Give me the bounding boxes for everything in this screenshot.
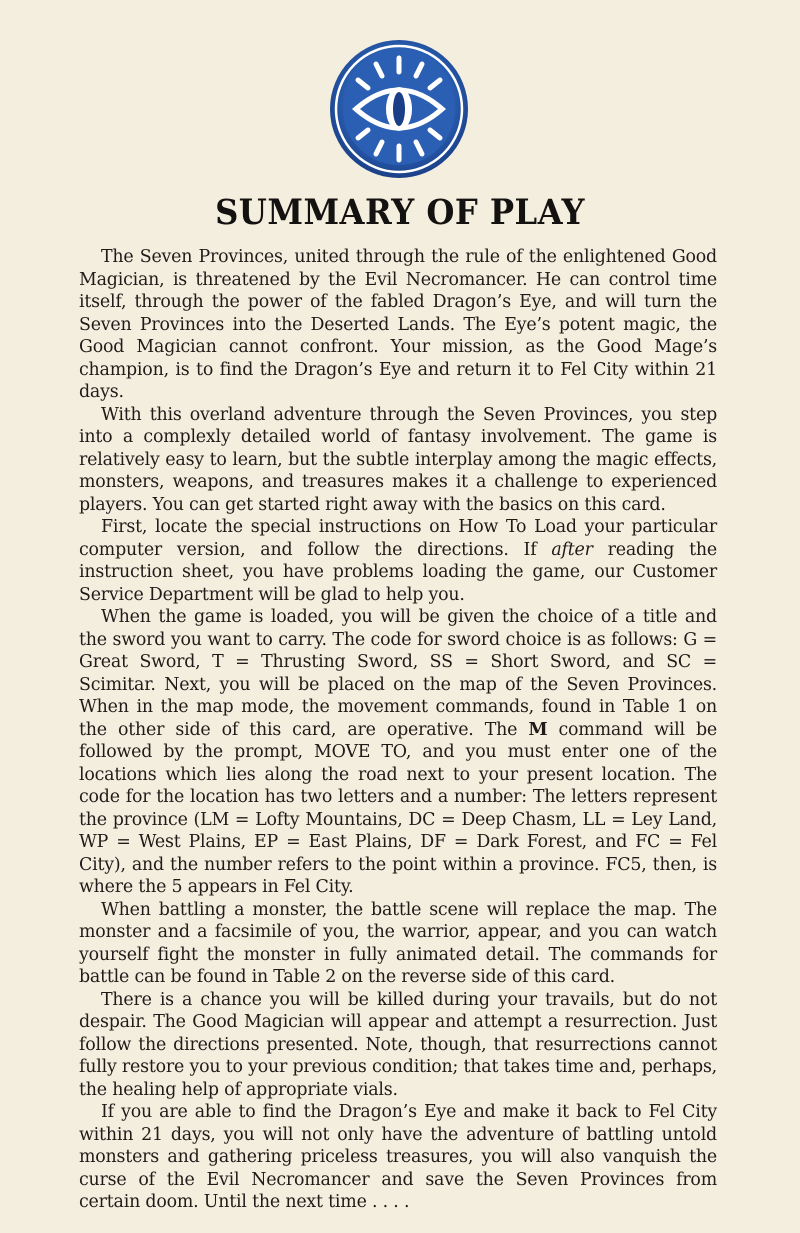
paragraph-map — [79, 606, 717, 899]
paragraph-ending: If you are able to find the Dragon’s Eye and make it back to Fel City within 21 days, you will not only have the adventure of battling untold monsters and gathering priceless treasures, you will also vanquish the curse of the Evil Necromancer and save the Seven Provinces from certain doom. Until the next time . . . . — [79, 1102, 717, 1212]
paragraph-intro: The Seven Provinces, united through the rule of the enlightened Good Magician, is threatened by the Evil Necromancer. He can control time itself, through the power of the fabled Dragon’s Eye, and will turn the Seven Provinces into the Deserted Lands. The Eye’s potent magic, the Good Magician cannot confront. Your mission, as the Good Mage’s champion, is to find the Dragon’s Eye and return it to Fel City within 21 days. — [79, 247, 717, 402]
text-segment: reading the instruction sheet, you have problems loading the game, our Customer Service Department will be glad to help you. — [79, 539, 717, 605]
paragraph-loading — [79, 516, 717, 606]
paragraph-battle: When battling a monster, the battle scene will replace the map. The monster and a facsimile of you, the warrior, appear, and you can watch yourself fight the monster in fully animated detail. The commands for battle can be found in Table 2 on the reverse side of this card. — [79, 899, 717, 987]
dragons-eye-logo — [328, 38, 470, 180]
summary-text — [79, 246, 717, 1214]
text-segment: First, locate the special instructions on How To Load your particular computer version, and follow the directions. If — [79, 517, 717, 560]
dragon-eye-icon — [328, 38, 470, 180]
text-segment: When the game is loaded, you will be given the choice of a title and the sword you want to carry. The code for sword choice is as follows: G = Great Sword, T = Thrusting Sword, SS = Short Sword, and SC = Scimitar. Next, you will be placed on the map of the Seven Provinces. When in the map mode, the movement commands, found in Table 1 on the other side of this card, are operative. The — [79, 607, 717, 740]
command-key: M — [528, 719, 548, 740]
text-segment: command will be followed by the prompt, MOVE TO, and you must enter one of the locations which lies along the road next to your present location. The code for the location has two letters and a number: The letters represent the province (LM = Lofty Mountains, DC = Deep Chasm, LL = Ley Land, WP = West Plains, EP = East Plains, DF = Dark Forest, and FC = Fel City), and the number refers to the point within a province. FC5, then, is where the 5 appears in Fel City. — [79, 719, 717, 897]
emphasis-text: after — [551, 539, 593, 560]
paragraph-death: There is a chance you will be killed during your travails, but do not despair. The Good Magician will appear and attempt a resurrection. Just follow the directions presented. Note, though, that resurrections cannot fully restore you to your previous condition; that takes time and, perhaps, the healing help of appropriate vials. — [79, 989, 717, 1100]
paragraph-overview: With this overland adventure through the Seven Provinces, you step into a complexly detailed world of fantasy involvement. The game is relatively easy to learn, but the subtle interplay among the magic effects, monsters, weapons, and treasures makes it a challenge to experienced players. You can get started right away with the basics on this card. — [79, 404, 717, 515]
page-title: SUMMARY OF PLAY — [215, 192, 585, 233]
